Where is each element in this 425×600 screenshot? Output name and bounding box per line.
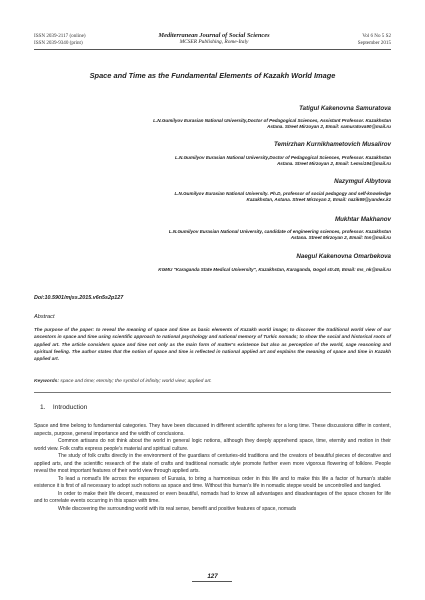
paper-title: Space and Time as the Fundamental Elements of Kazakh World Image bbox=[89, 71, 336, 80]
affiliation-line: L.N.Gumilyov Eurasian National University, candidate of engineering sciences, professor. Kazakhstan bbox=[168, 229, 391, 234]
section-heading bbox=[40, 404, 87, 411]
author-name: Temirzhan Kurnikhametovich Musalirov bbox=[273, 141, 391, 148]
journal-block bbox=[134, 32, 294, 46]
abstract-text: The purpose of the paper: to reveal the meaning of space and time as basic elements of Kazakh world image; to discover the traditional world view of our ancestors in space and time using scientific approach to national psychology and national memory of Turkic nomads; to show the social and historical roots of applied art. The article considers space and time not only as the main form of matter's existence but also as perception of the world, sage reasoning and spiritual feeling. The author states that the notion of space and time is reflected in national applied art and explains the meaning of space and time in Kazakh applied art. bbox=[34, 327, 391, 362]
body-text bbox=[34, 423, 391, 514]
affiliation-line: L.N.Gumilyov Eurasian National University,Doctor of Pedagogical Sciences, Assistant Professor. Kazakhstan bbox=[153, 118, 391, 123]
paragraph: Space and time belong to fundamental categories. They have been discussed in different scientific spheres for a long time. These discussions differ in content, aspects, purpose, general importance and the width of conclusions. bbox=[34, 423, 391, 437]
keywords-label: Keywords: bbox=[34, 379, 60, 384]
author-name: Nazymgul Albytova bbox=[334, 178, 391, 185]
author-name: Mukhtar Makhanov bbox=[334, 216, 391, 223]
keywords-text: space and time; eternity; the symbol of infinity; world view; applied art. bbox=[60, 379, 212, 384]
author-affiliation bbox=[153, 118, 391, 131]
author-affiliation bbox=[174, 191, 391, 204]
section-number: 1. bbox=[40, 404, 46, 411]
paragraph: The study of folk crafts directly in the environment of the guardians of centuries-old traditions and the creators of beautiful pieces of decorative and applied arts, and the scientific research of the state of crafts and traditional nomadic style promote further even more vigorous flowering of folklore. People reveal the most important features of their world view through applied arts. bbox=[34, 453, 391, 475]
journal-name: Mediterranean Journal of Social Sciences bbox=[158, 32, 270, 39]
paragraph: To lead a nomad's life across the expanses of Eurasia, to bring a harmonious order in this life and to make this life a factor of human's stable existence it is first of all necessary to adopt such notions as space and time. Without this human's life in nomadic steppe would be uncontrolled and tangled. bbox=[34, 475, 391, 490]
section-rule bbox=[34, 392, 391, 393]
issn-print: ISSN 2039-9340 (print) bbox=[34, 39, 83, 46]
section-title: Introduction bbox=[52, 404, 88, 411]
paragraph: Common artisans do not think about the world in general logic notions, although they deeply apprehend space, time, eternity and motion in their world view. Folk crafts express people's material and spiritual culture. bbox=[34, 438, 391, 452]
keywords bbox=[34, 379, 212, 384]
volume: Vol 6 No 5 S2 bbox=[362, 33, 391, 39]
author-name: Tatigul Kakenovna Samuratova bbox=[299, 105, 391, 112]
volume-block bbox=[358, 33, 391, 47]
author-affiliation bbox=[169, 229, 391, 242]
paragraph: While discovering the surrounding world with its real sense, benefit and positive features of space, nomads bbox=[58, 506, 297, 513]
issue-date: September 2015 bbox=[357, 39, 391, 46]
author-affiliation bbox=[158, 267, 391, 273]
affiliation-line: KGMU "Karaganda State Medical University", Kazakhstan, Karaganda, Gogol str.40, Email: ms_nk@mail.ru bbox=[158, 267, 391, 272]
paragraph: In order to make their life decent, measured or even beautiful, nomads had to know all advantages and disadvantages of the space chosen for life and to correlate events occurring in this space with time. bbox=[34, 490, 391, 505]
page-number: 127 bbox=[207, 573, 218, 580]
author-affiliation bbox=[175, 155, 391, 168]
affiliation-line: L.N.Gumilyov Eurasian National University. Ph.D, professor of social pedagogy and self-knowledge bbox=[174, 191, 391, 196]
abstract-heading: Abstract bbox=[34, 314, 55, 320]
affiliation-line: Astana. Street Mirzoyan 2, Email: samuratova90@mail.ru bbox=[267, 124, 391, 130]
issn-block bbox=[34, 33, 86, 47]
footer-rule bbox=[192, 581, 232, 582]
issn-online: ISSN 2039-2117 (online) bbox=[34, 33, 86, 39]
header-rule bbox=[34, 49, 391, 50]
affiliation-line: Astana. Street Mirzoyan 2, Email: tnn@mail.ru bbox=[290, 235, 391, 241]
affiliation-line: Kazakhstan, Astana. Street Mirzoyan 2, Email: nazik69@yandex.kz bbox=[246, 197, 391, 203]
author-name: Naegul Kakenovna Omarbekova bbox=[296, 253, 391, 260]
affiliation-line: Astana. Street Mirzoyan 2, Email: t.emsi194@mail.ru bbox=[276, 161, 391, 167]
publisher: MCSER Publishing, Rome-Italy bbox=[179, 39, 249, 45]
doi: Doi:10.5901/mjss.2015.v6n5s2p127 bbox=[34, 295, 124, 301]
affiliation-line: L.N.Gumilyov Eurasian National University,Doctor of Pedagogical Sciences, Professor. Kazakhstan bbox=[174, 155, 391, 160]
